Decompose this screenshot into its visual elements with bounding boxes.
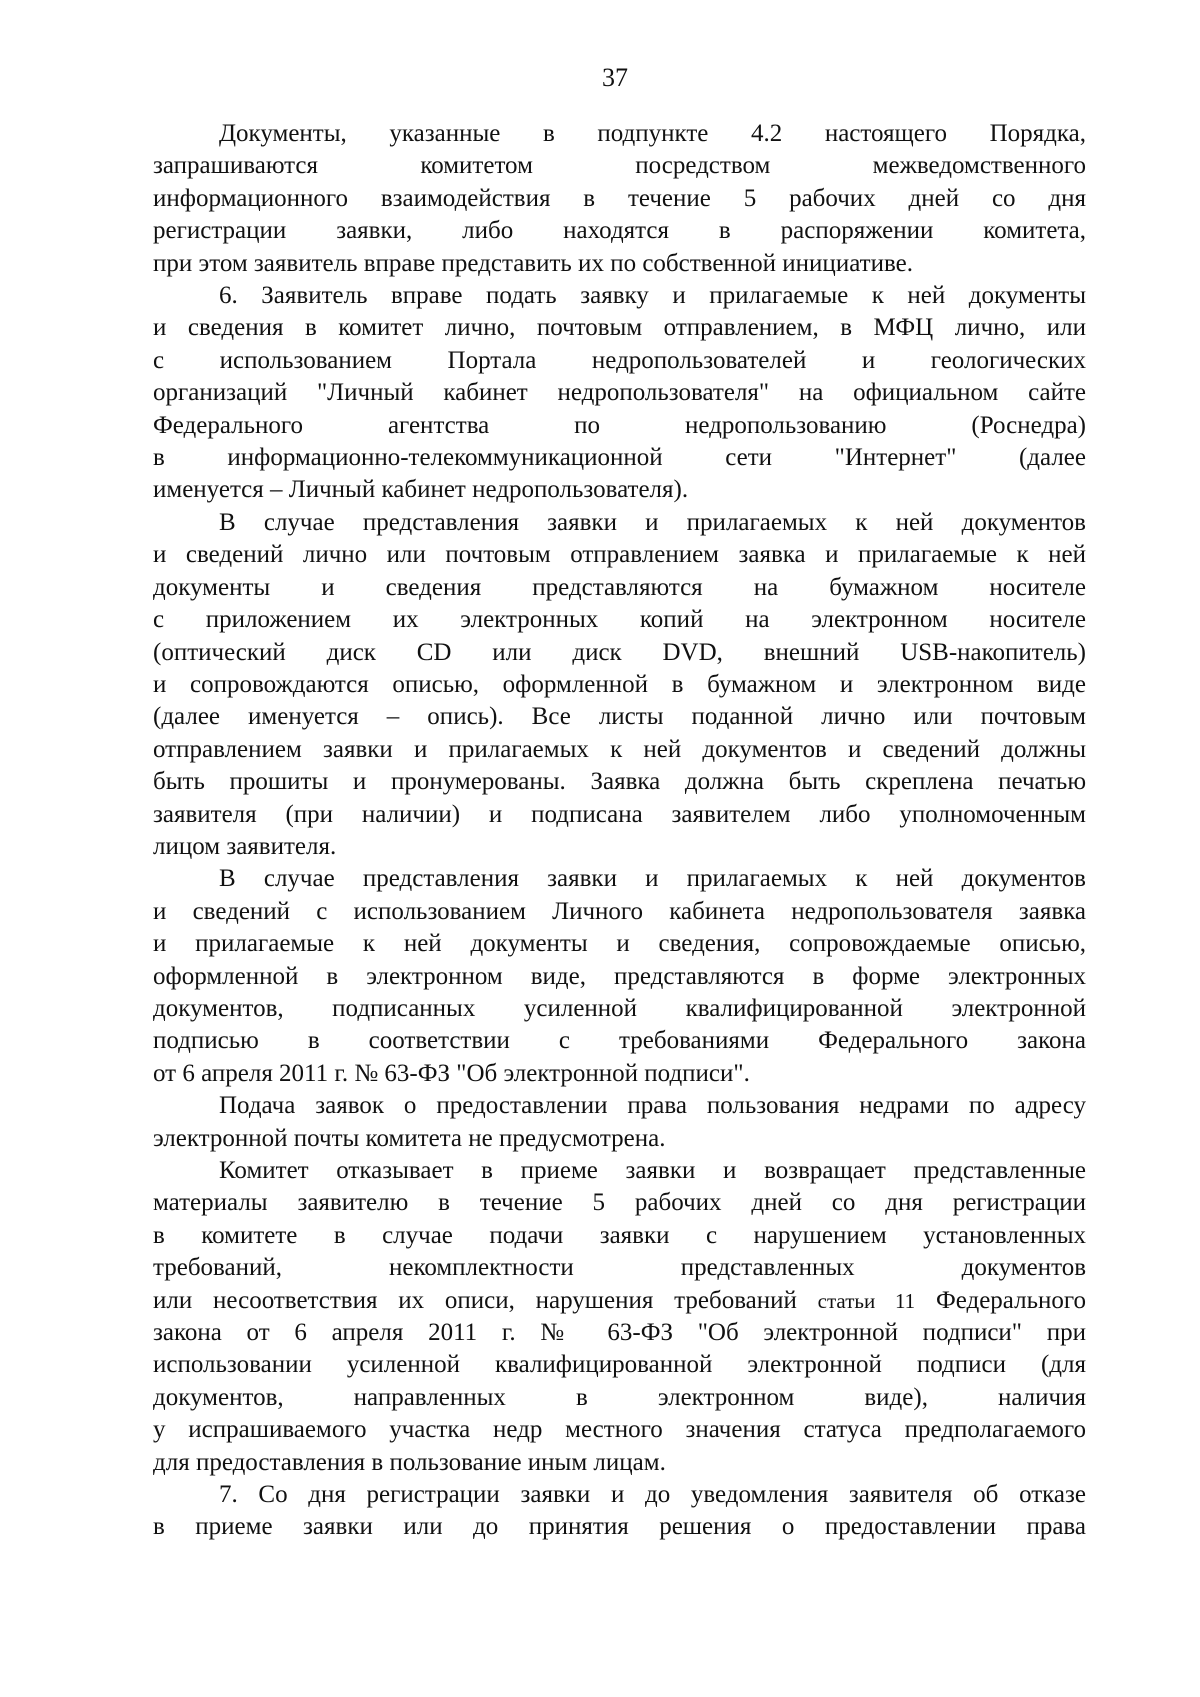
text-line: закона от 6 апреля 2011 г. № 63-ФЗ "Об электронной подписи" при (153, 1319, 1086, 1347)
text-line: и прилагаемые к ней документы и сведения, сопровождаемые описью, (153, 930, 1086, 958)
text-line: и сведений лично или почтовым отправлением заявка и прилагаемые к ней (153, 541, 1086, 569)
text-line: регистрации заявки, либо находятся в распоряжении комитета, (153, 217, 1086, 245)
text-line: в информационно-телекоммуникационной сети "Интернет" (далее (153, 444, 1086, 472)
text-line: у испрашиваемого участка недр местного значения статуса предполагаемого (153, 1416, 1086, 1444)
text-line: заявителя (при наличии) и подписана заявителем либо уполномоченным (153, 800, 1086, 828)
text-line: в приеме заявки или до принятия решения о предоставлении права (153, 1513, 1086, 1541)
text-line: 6. Заявитель вправе подать заявку и прилагаемые к ней документы (219, 282, 1086, 310)
text-line: использовании усиленной квалифицированной электронной подписи (для (153, 1351, 1086, 1379)
text-fragment: Федерального (935, 1286, 1086, 1314)
text-line: с приложением их электронных копий на электронном носителе (153, 606, 1086, 634)
page-number: 37 (602, 63, 628, 92)
text-line: и сопровождаются описью, оформленной в бумажном и электронном виде (153, 670, 1086, 698)
text-line: документов, подписанных усиленной квалифицированной электронной (153, 994, 1086, 1022)
paragraph-electronic-submission (153, 863, 1086, 1090)
text-line: подписью в соответствии с требованиями Федерального закона (153, 1027, 1086, 1055)
text-line: с использованием Портала недропользователей и геологических (153, 346, 1086, 374)
text-line: лицом заявителя. (153, 832, 337, 860)
text-line: и сведений с использованием Личного кабинета недропользователя заявка (153, 897, 1086, 925)
text-line: 7. Со дня регистрации заявки и до уведомления заявителя об отказе (219, 1481, 1086, 1509)
paragraph-6-submission (153, 280, 1086, 507)
text-line: при этом заявитель вправе представить их по собственной инициативе. (153, 249, 913, 277)
text-line: информационного взаимодействия в течение 5 рабочих дней со дня (153, 184, 1086, 212)
text-line: документы и сведения представляются на бумажном носителе (153, 573, 1086, 601)
document-body (153, 118, 1086, 1544)
text-line: электронной почты комитета не предусмотрена. (153, 1124, 666, 1152)
text-line: Федерального агентства по недропользованию (Роснедра) (153, 411, 1086, 439)
paragraph-paper-submission (153, 507, 1086, 863)
text-line: Подача заявок о предоставлении права пользования недрами по адресу (219, 1092, 1086, 1120)
text-line: для предоставления в пользование иным лицам. (153, 1448, 666, 1476)
text-line: материалы заявителю в течение 5 рабочих дней со дня регистрации (153, 1189, 1086, 1217)
paragraph-email-not-allowed (153, 1090, 1086, 1155)
text-line: В случае представления заявки и прилагаемых к ней документов (219, 865, 1086, 893)
text-line: Комитет отказывает в приеме заявки и возвращает представленные (219, 1157, 1086, 1184)
text-line: (далее именуется – опись). Все листы поданной лично или почтовым (153, 703, 1086, 731)
text-line: В случае представления заявки и прилагаемых к ней документов (219, 508, 1086, 536)
text-line: Документы, указанные в подпункте 4.2 настоящего Порядка, (219, 120, 1086, 147)
text-line: организаций "Личный кабинет недропользователя" на официальном сайте (153, 379, 1086, 407)
paragraph-refusal (153, 1155, 1086, 1479)
text-line: оформленной в электронном виде, представляются в форме электронных (153, 962, 1086, 990)
text-line (153, 1285, 1086, 1317)
text-line: требований, некомплектности представленных документов (153, 1254, 1086, 1282)
text-line: (оптический диск CD или диск DVD, внешний USB-накопитель) (153, 638, 1086, 666)
text-fragment: или несоответствия их описи, нарушения требований (153, 1286, 797, 1314)
text-line: запрашиваются комитетом посредством межведомственного (153, 152, 1086, 180)
text-line: в комитете в случае подачи заявки с нарушением установленных (153, 1221, 1086, 1249)
text-line: отправлением заявки и прилагаемых к ней документов и сведений должны (153, 735, 1086, 763)
paragraph-7-registration (153, 1479, 1086, 1544)
text-fragment-small: статьи 11 (817, 1288, 916, 1313)
text-line: и сведения в комитет лично, почтовым отправлением, в МФЦ лично, или (153, 314, 1086, 342)
text-line: документов, направленных в электронном виде), наличия (153, 1383, 1086, 1411)
text-line: быть прошиты и пронумерованы. Заявка должна быть скреплена печатью (153, 768, 1086, 796)
paragraph-documents-request (153, 118, 1086, 280)
text-line: от 6 апреля 2011 г. № 63-ФЗ "Об электронной подписи". (153, 1059, 750, 1087)
text-line: именуется – Личный кабинет недропользователя). (153, 476, 689, 504)
